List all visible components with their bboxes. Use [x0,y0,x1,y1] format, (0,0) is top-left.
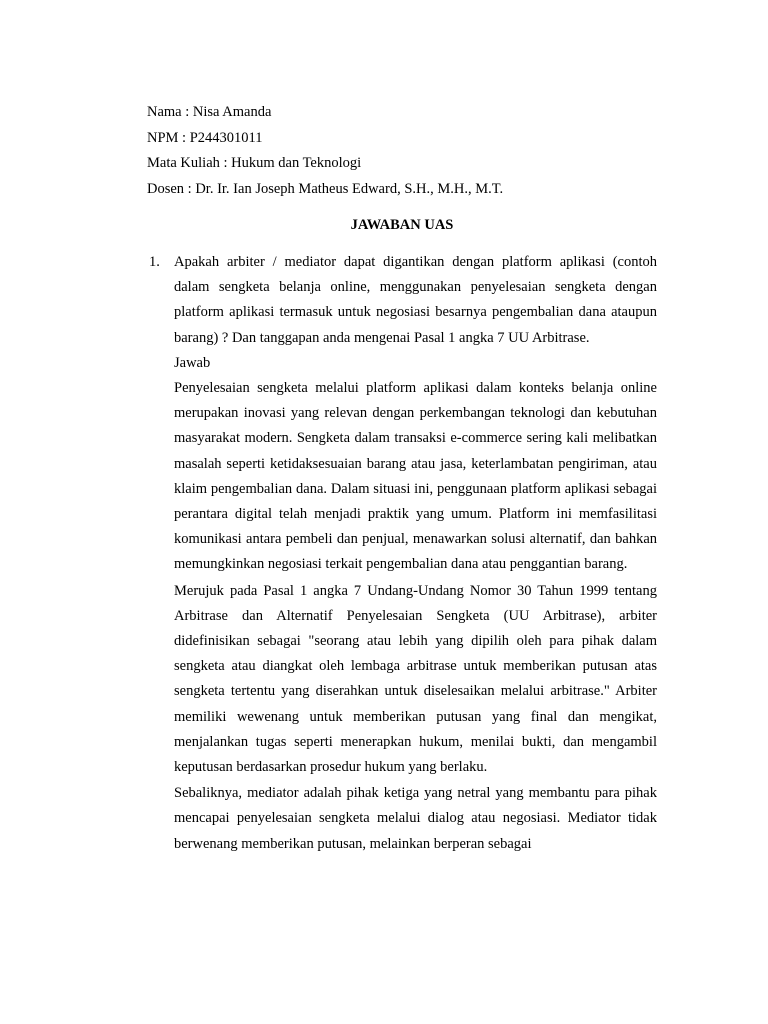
question-answer-block [174,250,657,857]
answer-paragraph: Sebaliknya, mediator adalah pihak ketiga yang netral yang membantu para pihak mencapai penyelesaian sengketa melalui dialog atau negosiasi. Mediator tidak berwenang memberikan putusan, melainkan berperan sebagai [174,785,657,852]
lecturer-name: Dosen : Dr. Ir. Ian Joseph Matheus Edward, S.H., M.H., M.T. [147,180,504,197]
answer-paragraph: Penyelesaian sengketa melalui platform aplikasi dalam konteks belanja online merupakan inovasi yang relevan dengan perkembangan teknologi dan kebutuhan masyarakat modern. Sengketa dalam transaksi e-commerce sering kali melibatkan masalah seperti ketidaksesuaian barang atau jasa, keterlambatan pengiriman, atau klaim pengembalian dana. Dalam situasi ini, penggunaan platform aplikasi sebagai perantara digital telah menjadi praktik yang umum. Platform ini memfasilitasi komunikasi antara pembeli dan penjual, menawarkan solusi alternatif, dan bahkan memungkinkan negosiasi terkait pengembalian dana atau penggantian barang. [174,380,657,573]
question-text: Apakah arbiter / mediator dapat digantikan dengan platform aplikasi (contoh dalam sengketa belanja online, menggunakan penyelesaian sengketa dengan platform aplikasi termasuk untuk negosiasi besarnya pengembalian dana ataupun barang) ? Dan tanggapan anda mengenai Pasal 1 angka 7 UU Arbitrase. [174,254,657,346]
answer-paragraph: Merujuk pada Pasal 1 angka 7 Undang-Undang Nomor 30 Tahun 1999 tentang Arbitrase dan Alternatif Penyelesaian Sengketa (UU Arbitrase), arbiter didefinisikan sebagai "seorang atau lebih yang dipilih oleh para pihak dalam sengketa atau diangkat oleh lembaga arbitrase untuk memberikan putusan atas sengketa tertentu yang diserahkan untuk diselesaikan melalui arbitrase." Arbiter memiliki wewenang untuk memberikan putusan yang final dan mengikat, menjalankan tugas seperti menerapkan hukum, menilai bukti, dan mengambil keputusan berdasarkan prosedur hukum yang berlaku. [174,582,657,776]
student-name: Nama : Nisa Amanda [147,104,272,120]
student-npm: NPM : P244301011 [147,129,263,146]
answer-label: Jawab [174,354,211,371]
question-number: 1. [149,254,160,270]
student-info [147,100,667,202]
course-name: Mata Kuliah : Hukum dan Teknologi [147,155,362,171]
document-title: JAWABAN UAS [350,217,454,233]
